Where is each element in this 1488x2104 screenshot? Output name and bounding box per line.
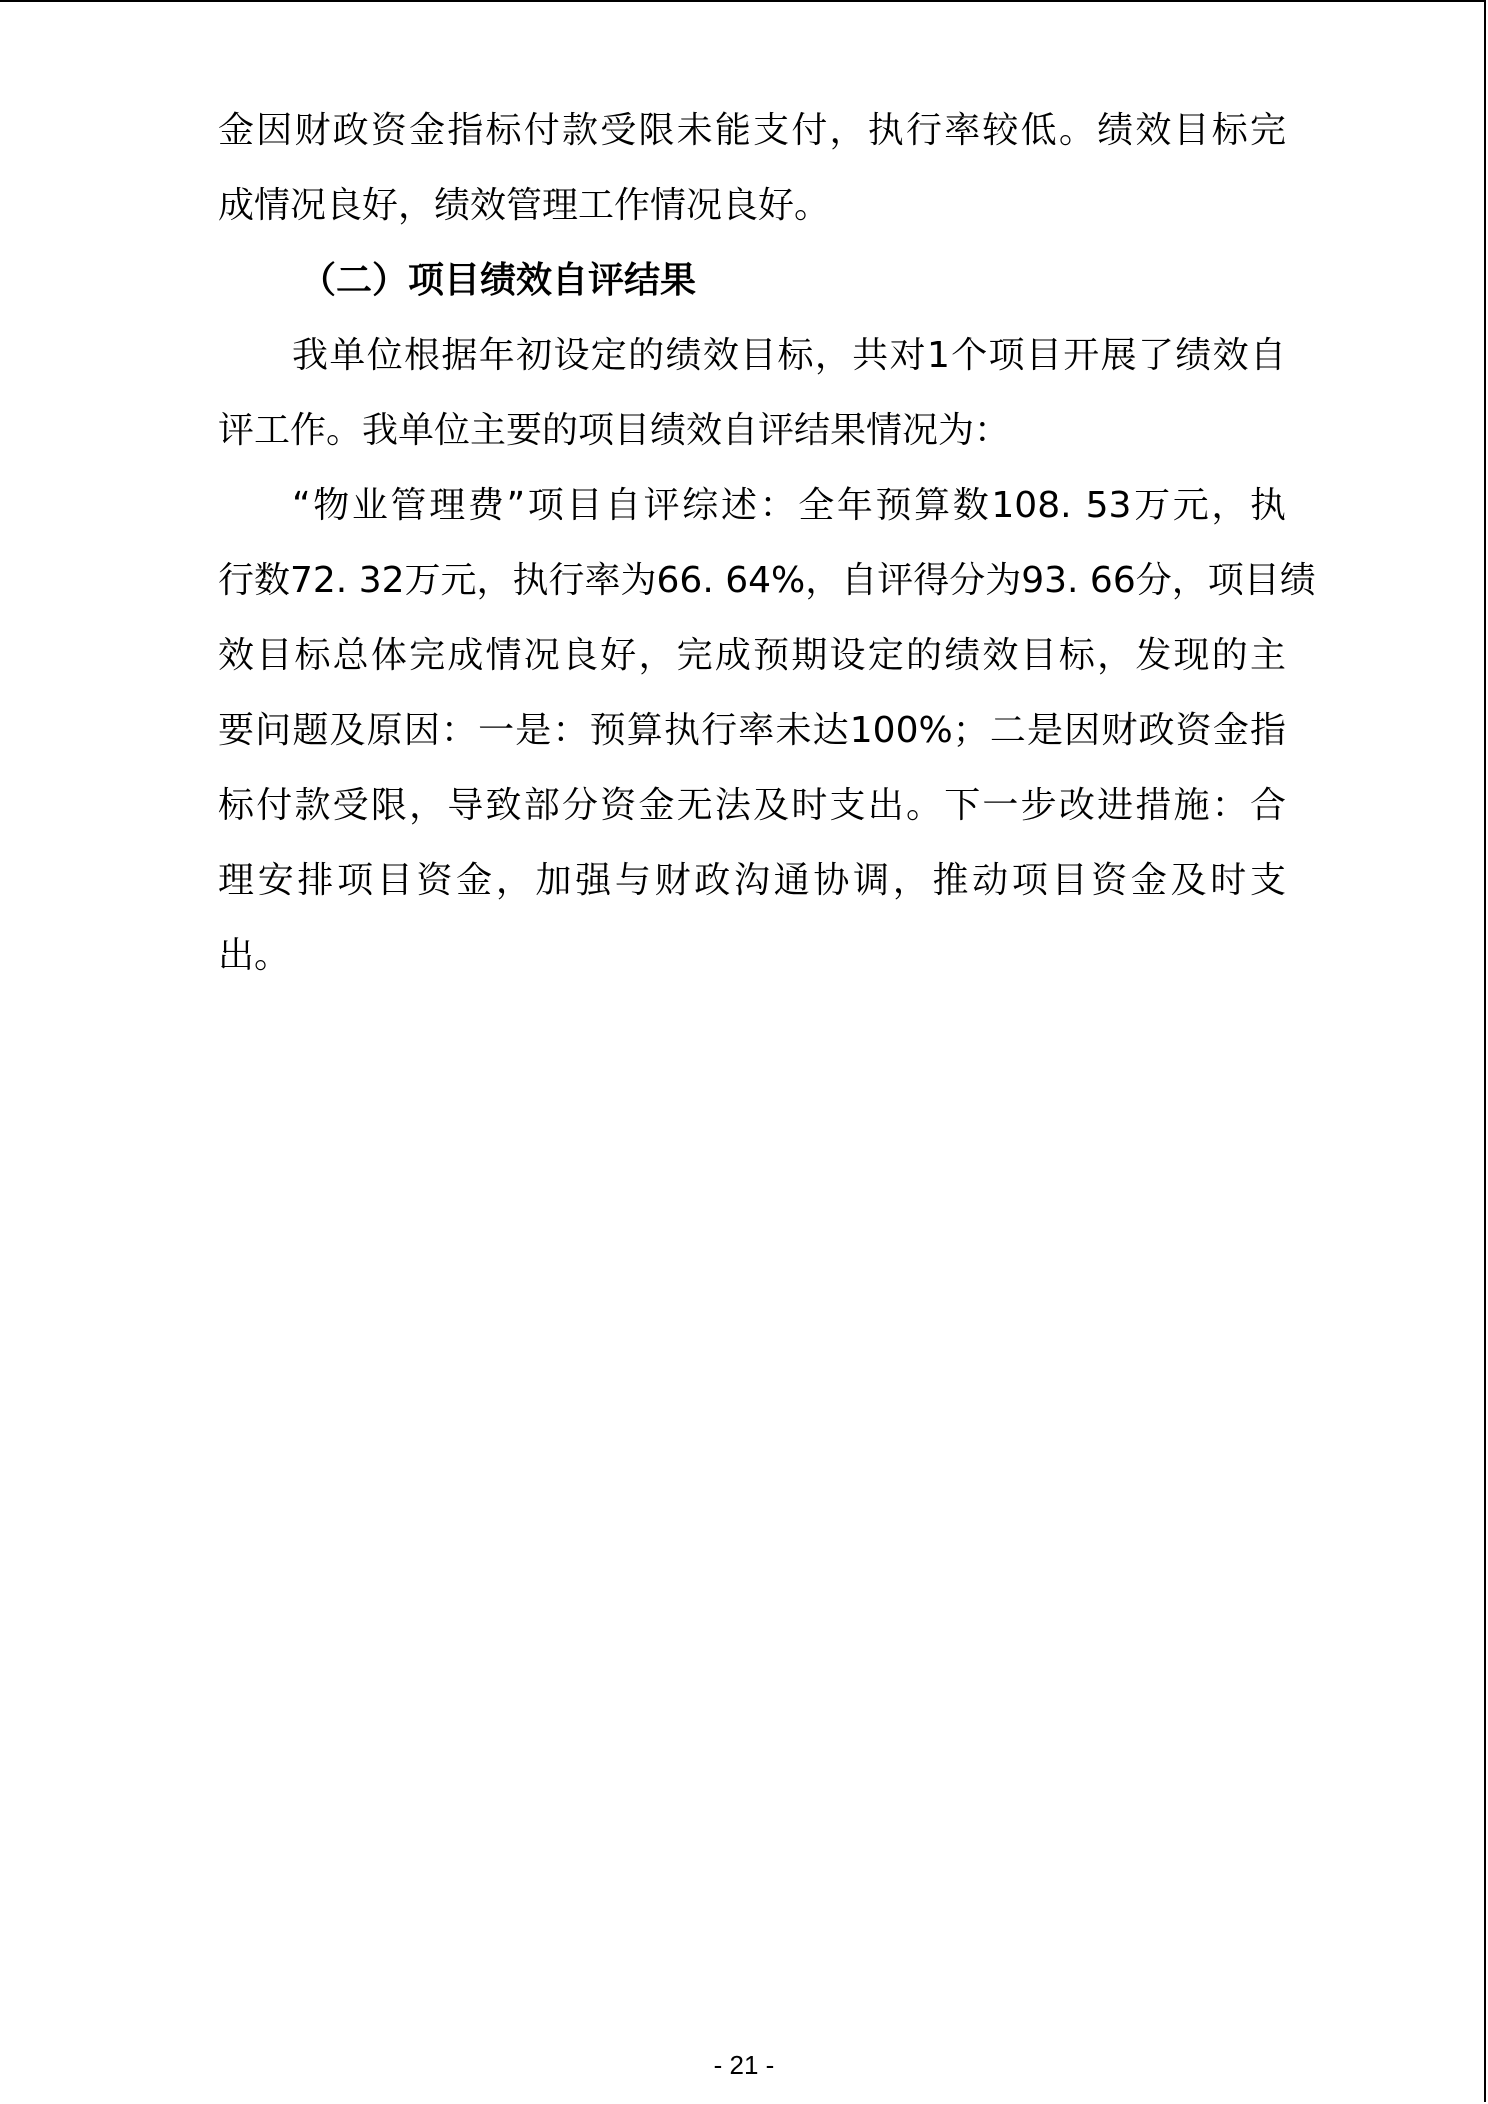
paragraph-line: “物业管理费”项目自评综述：全年预算数108. 53万元，执 (292, 485, 1286, 526)
paragraph-line: 行数72. 32万元，执行率为66. 64%，自评得分为93. 66分，项目绩 (218, 560, 1316, 601)
paragraph-line: 评工作。我单位主要的项目绩效自评结果情况为： (218, 410, 1011, 451)
page-number: - 21 - (713, 2050, 775, 2080)
paragraph-line: 标付款受限，导致部分资金无法及时支出。下一步改进措施：合 (218, 785, 1286, 826)
section-heading: （二）项目绩效自评结果 (300, 260, 697, 301)
paragraph-line: 效目标总体完成情况良好，完成预期设定的绩效目标，发现的主 (218, 635, 1286, 676)
paragraph-line: 出。 (218, 935, 291, 976)
paragraph-line: 理安排项目资金，加强与财政沟通协调，推动项目资金及时支 (218, 860, 1286, 901)
paragraph-line: 我单位根据年初设定的绩效目标，共对1个项目开展了绩效自 (292, 335, 1286, 376)
paragraph-line: 金因财政资金指标付款受限未能支付，执行率较低。绩效目标完 (218, 110, 1286, 151)
document-body (218, 102, 1316, 1002)
paragraph-line: 成情况良好，绩效管理工作情况良好。 (218, 185, 831, 226)
paragraph-line: 要问题及原因：一是：预算执行率未达100%；二是因财政资金指 (218, 710, 1286, 751)
